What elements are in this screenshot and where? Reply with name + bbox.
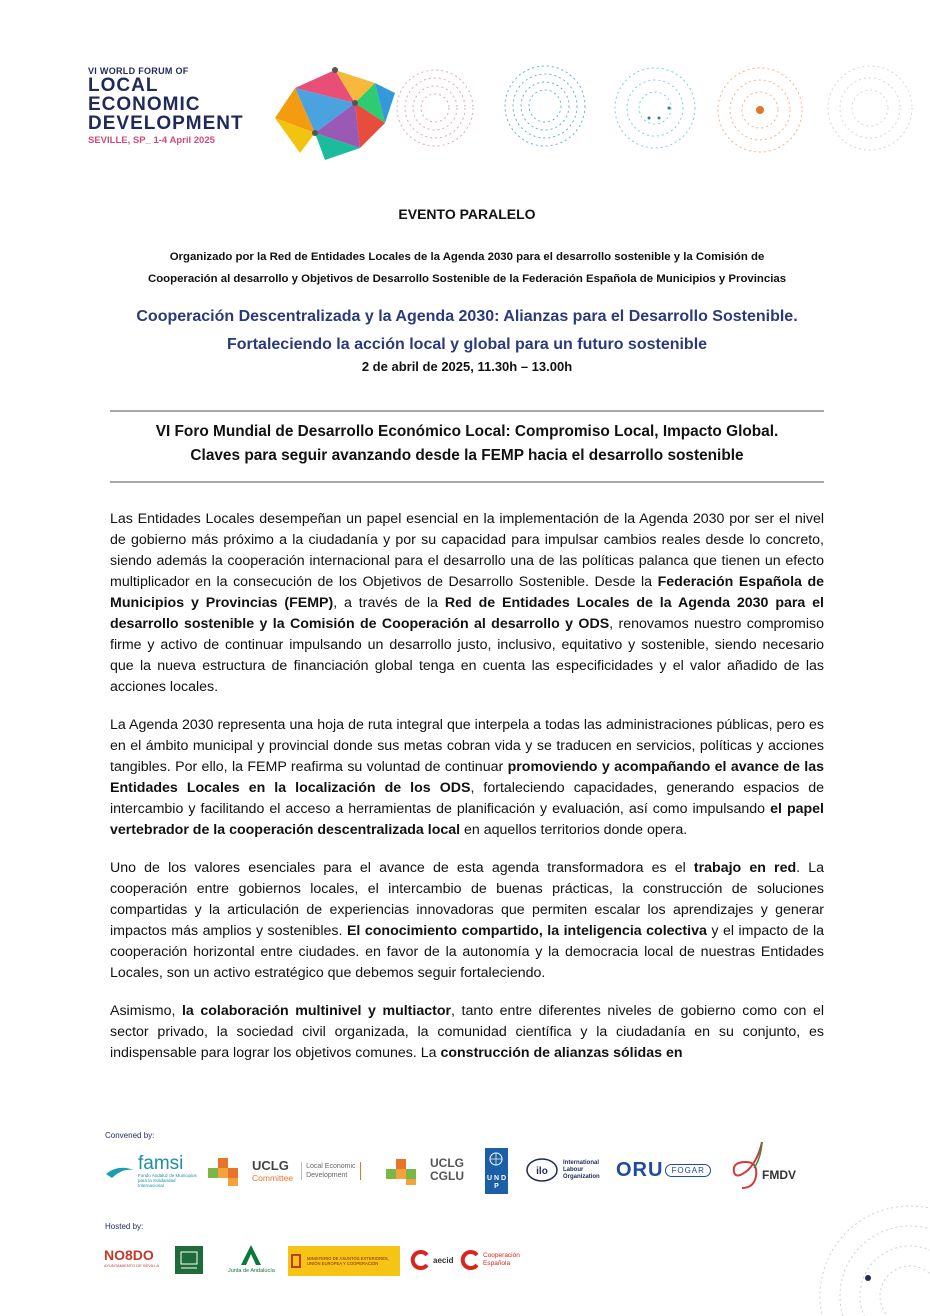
aecid-c-icon <box>410 1250 430 1270</box>
diputacion-logo <box>175 1246 203 1274</box>
page-header <box>0 0 930 180</box>
paragraph-bold-text: promoviendo y acompañando el avance de las Entidades Locales en la localización de los ODS <box>110 759 824 796</box>
diputacion-emblem-icon <box>175 1246 203 1274</box>
uclg-committee-text: Committee <box>252 1173 294 1183</box>
ilo-text-line: International <box>563 1159 600 1166</box>
forum-heading <box>110 412 824 481</box>
paragraph-1 <box>110 509 824 698</box>
junta-wordmark: Junta de Andalucía <box>228 1268 275 1274</box>
paragraph-text: , fortaleciendo capacidades, generando espacios de intercambio y facilitando el acceso a herramientas de planificación y evaluación, así como impulsando <box>110 780 825 817</box>
fmdv-logo <box>728 1140 796 1192</box>
corner-decoration <box>790 1186 930 1316</box>
uclg-wordmark: UCLG <box>252 1158 289 1173</box>
event-type-heading: EVENTO PARALELO <box>398 206 536 222</box>
aecid-wordmark: aecid <box>433 1255 454 1265</box>
forum-logo-line4: DEVELOPMENT <box>88 113 244 134</box>
polyhedron-graphic <box>275 67 395 160</box>
hosted-by-label: Hosted by: <box>105 1222 144 1231</box>
paragraph-text: Uno de los valores esenciales para el avance de esta agenda transformadora es el <box>110 860 694 876</box>
forum-logo-line1: VI WORLD FORUM OF <box>88 66 189 76</box>
event-title-line: Fortaleciendo la acción local y global para un futuro sostenible <box>226 336 708 353</box>
paragraph-text: Las Entidades Locales desempeñan un papel esencial en la implementación de la Agenda 2030 por ser el nivel de gobierno más próximo a la ciudadanía y por su capacidad para impulsar cambios reales desde lo concreto, siendo además la cooperación internacional para el desarrollo una de las políticas palanca que tienen un efecto multiplicador en la consecución de los Objetivos de Desarrollo Sostenible. Desde la <box>110 511 824 590</box>
ilo-logo <box>525 1157 600 1183</box>
organizer-line: Organizado por la Red de Entidades Locales de la Agenda 2030 para el desarrollo sostenible y la Comisión de <box>169 251 765 263</box>
event-title <box>110 303 824 359</box>
paragraph-text: Asimismo, <box>110 1003 182 1019</box>
ilo-emblem-icon <box>525 1157 559 1183</box>
cooperacion-espanola-logo <box>460 1250 520 1270</box>
led-label <box>301 1162 360 1180</box>
blue-circle-graphic <box>505 66 585 146</box>
fmdv-swirl-icon <box>728 1140 766 1192</box>
junta-a-icon <box>239 1244 263 1266</box>
famsi-wordmark: famsi <box>138 1153 184 1174</box>
organizer-text <box>110 246 824 290</box>
paragraph-2 <box>110 715 824 841</box>
ilo-text-line: Organization <box>563 1173 600 1180</box>
uclg-cglu-wordmark-1: UCLG <box>430 1156 464 1170</box>
paragraph-bold-text: construcción de alianzas sólidas en <box>440 1045 683 1061</box>
ministerio-logo <box>288 1246 400 1276</box>
document-body <box>110 200 824 1064</box>
paragraph-text: , tanto entre diferentes niveles de gobierno como con el sector privado, la sociedad civil organizada, la comunidad científica y la ciudadanía en su conjunto, es indispensable para lograr los objetivos comunes. La <box>110 1003 824 1061</box>
organizer-line: Cooperación al desarrollo y Objetivos de Desarrollo Sostenible de la Federación Española de Municipios y Provincias <box>147 273 787 285</box>
uclg-committee-logo <box>208 1156 361 1186</box>
famsi-logo <box>104 1155 200 1188</box>
paragraph-text: y el impacto de la cooperación horizontal entre ciudades. en favor de la autonomía y la democracia local de nuestras Entidades Locales, son un activo estratégico que debemos seguir fortaleciendo. <box>110 923 825 981</box>
uclg-cglu-logo <box>386 1155 464 1185</box>
paragraph-bold-text: trabajo en red <box>693 860 797 876</box>
oru-fogar-logo <box>616 1159 711 1182</box>
forum-logo-date: SEVILLE, SP_ 1-4 April 2025 <box>88 135 215 146</box>
forum-logo <box>88 66 248 146</box>
paragraph-bold-text: Federación Española de Municipios y Provincias (FEMP) <box>110 574 824 611</box>
nodo-subtitle: AYUNTAMIENTO DE SEVILLA <box>104 1263 160 1268</box>
led-label-line: Local Economic <box>306 1163 356 1170</box>
uclg-pixel-icon <box>208 1156 248 1186</box>
cooperacion-text-line: Española <box>483 1260 511 1267</box>
paragraph-3 <box>110 858 824 984</box>
paragraph-text: . La cooperación entre gobiernos locales, el intercambio de buenas prácticas, la construcción de soluciones compartidas y la articulación de experiencias innovadoras que permiten escalar los aprendizajes y generar impactos más amplios y sostenibles. <box>110 860 824 939</box>
paragraph-text: La Agenda 2030 representa una hoja de ruta integral que interpela a todas las administraciones públicas, pero es en el ámbito municipal y provincial donde sus metas cobran vida y se traducen en servicios, políticas y acciones tangibles. Por ello, la FEMP reafirma su voluntad de continuar <box>110 717 824 775</box>
un-emblem-icon <box>487 1151 505 1167</box>
convened-by-label: Convened by: <box>105 1131 155 1140</box>
undp-wordmark: U N D P <box>486 1175 507 1190</box>
famsi-subtitle: Fondo Andaluz de Municipios para la Solidaridad Internacional <box>138 1173 197 1188</box>
paragraph-4 <box>110 1001 824 1064</box>
junta-andalucia-logo <box>228 1244 275 1274</box>
event-title-line: Cooperación Descentralizada y la Agenda 2030: Alianzas para el Desarrollo Sostenible. <box>136 308 798 325</box>
forum-heading-line: Claves para seguir avanzando desde la FEMP hacia el desarrollo sostenible <box>190 447 744 464</box>
nodo-logo <box>104 1248 159 1268</box>
undp-logo <box>485 1148 508 1194</box>
uclg-cglu-wordmark-2: CGLU <box>430 1169 464 1183</box>
aecid-logo <box>410 1250 453 1270</box>
svg-text:ilo: ilo <box>536 1166 548 1177</box>
orange-circle-graphic <box>718 68 802 152</box>
ministerio-text: MINISTERIO DE ASUNTOS EXTERIORES, UNIÓN EUROPEA Y COOPERACIÓN <box>307 1256 389 1266</box>
paragraph-bold-text: el papel vertebrador de la cooperación descentralizada local <box>110 801 824 838</box>
spain-crest-icon <box>288 1246 304 1276</box>
famsi-swoosh-icon <box>104 1162 136 1182</box>
paragraph-text: , a través de la <box>333 595 445 611</box>
paragraph-bold-text: la colaboración multinivel y multiactor <box>181 1003 452 1019</box>
paragraph-bold-text: Red de Entidades Locales de la Agenda 2030 para el desarrollo sostenible y la Comisión de Cooperación al desarrollo y ODS <box>110 595 824 632</box>
led-label-line: Development <box>306 1172 348 1179</box>
divider-bottom <box>110 481 824 483</box>
cooperacion-c-icon <box>460 1250 480 1270</box>
forum-logo-line3: ECONOMIC <box>88 94 201 115</box>
cyan-circle-graphic <box>615 68 695 148</box>
nodo-wordmark: NO8DO <box>104 1247 154 1263</box>
pink-circle-graphic <box>397 70 473 146</box>
ilo-text-line: Labour <box>563 1166 584 1173</box>
paragraph-bold-text: El conocimiento compartido, la inteligencia colectiva <box>346 923 707 939</box>
fogar-wordmark: FOGAR <box>665 1164 710 1177</box>
uclg-cglu-pixel-icon <box>386 1155 426 1185</box>
cooperacion-text-line: Cooperación <box>483 1252 520 1259</box>
paragraph-text: en aquellos territorios donde opera. <box>460 822 688 838</box>
fmdv-wordmark: FMDV <box>762 1168 796 1182</box>
event-datetime: 2 de abril de 2025, 11.30h – 13.00h <box>361 359 573 374</box>
gray-circle-graphic <box>828 66 912 150</box>
forum-heading-line: VI Foro Mundial de Desarrollo Económico Local: Compromiso Local, Impacto Global. <box>155 423 779 440</box>
header-decoration <box>255 48 915 168</box>
oru-wordmark: ORU <box>616 1159 664 1181</box>
forum-logo-line2: LOCAL <box>88 75 159 96</box>
paragraph-text: , renovamos nuestro compromiso firme y activo de continuar impulsando un desarrollo justo, inclusivo, equitativo y sostenible, siendo necesario que la nueva estructura de financiación global tenga en cuenta las especificidades y el valor añadido de las acciones locales. <box>110 616 824 695</box>
